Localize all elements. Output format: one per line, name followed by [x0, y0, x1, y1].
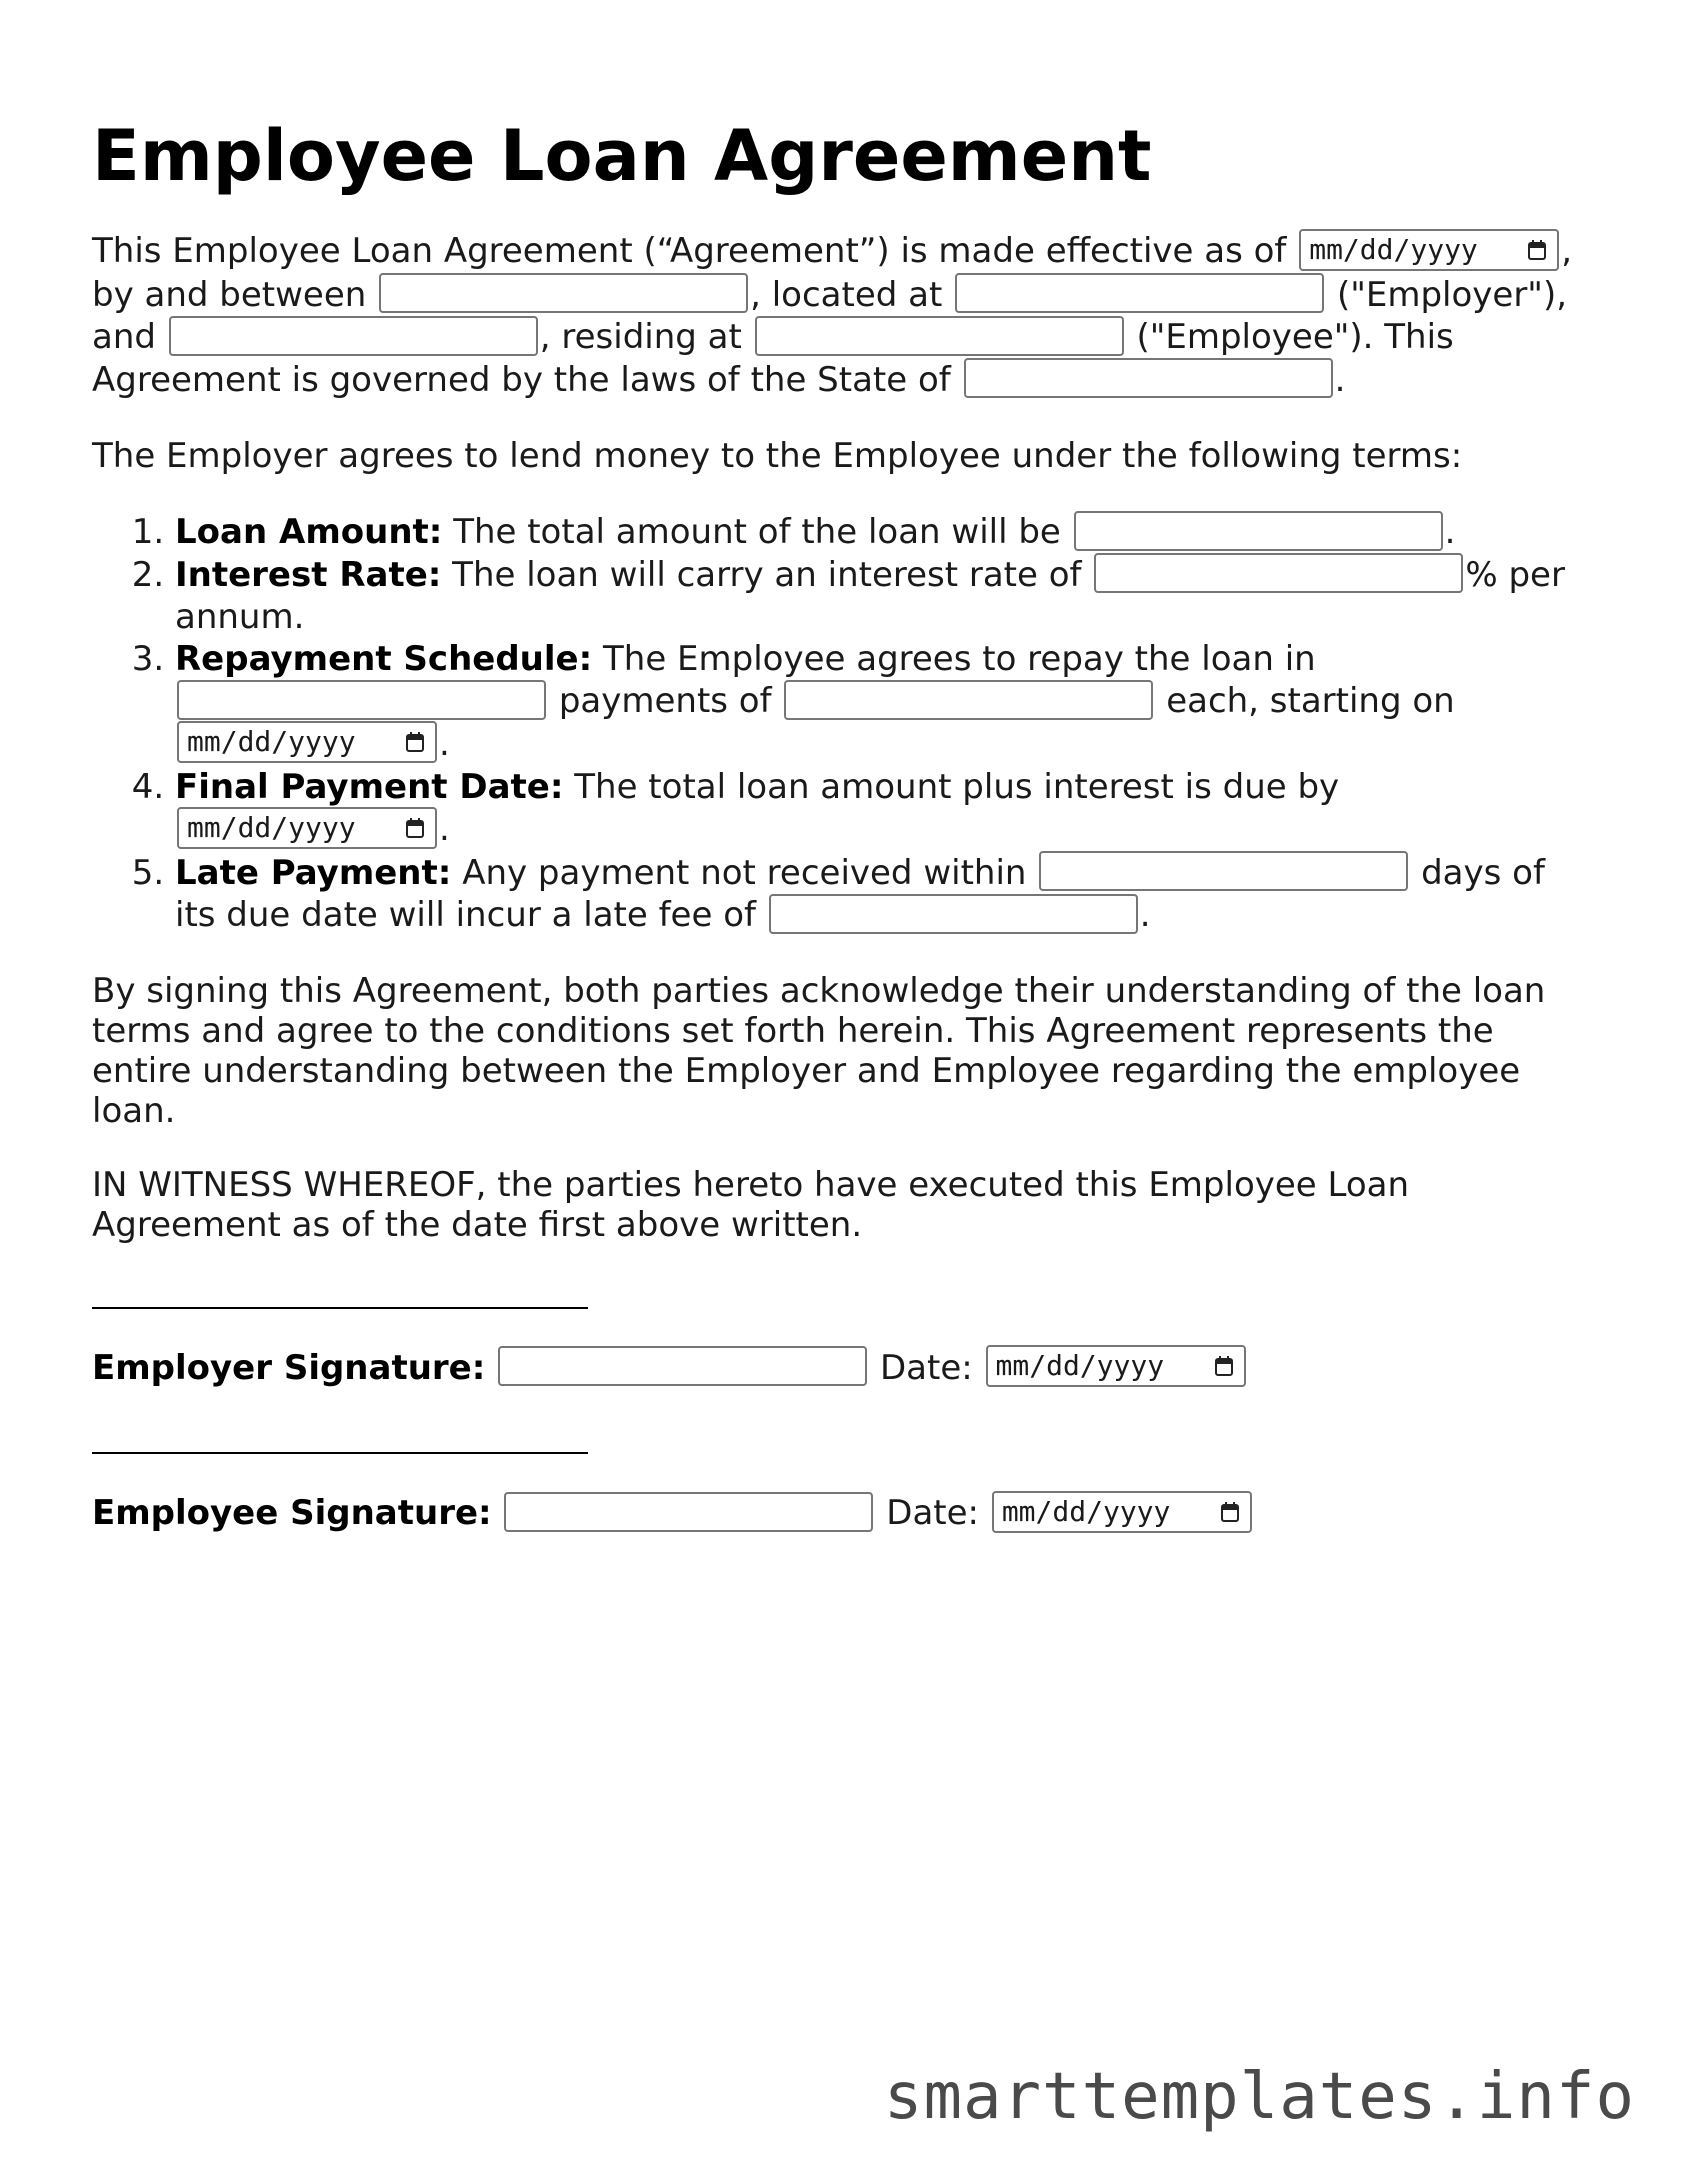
term-text: . — [1444, 512, 1456, 552]
term-text: . — [1139, 895, 1151, 935]
term-text: . — [439, 809, 450, 849]
intro-text: , located at — [750, 274, 943, 315]
employee-name-field[interactable] — [169, 316, 538, 356]
term-text: . — [439, 723, 450, 764]
terms-list — [92, 511, 1592, 937]
watermark: smarttemplates.info — [883, 2060, 1635, 2134]
employer-name-field[interactable] — [379, 273, 748, 313]
calendar-icon — [1214, 1355, 1234, 1377]
intro-paragraph — [92, 230, 1592, 401]
page-title: Employee Loan Agreement — [92, 115, 1152, 197]
employee-signature-row — [92, 1492, 1592, 1536]
lead-in-paragraph: The Employer agrees to lend money to the Employee under the following terms: — [92, 436, 1463, 476]
effective-date-input[interactable] — [1299, 229, 1559, 271]
employer-signature-field[interactable] — [498, 1346, 867, 1386]
employer-signature-row — [92, 1347, 1592, 1391]
payment-amount-field[interactable] — [784, 680, 1153, 720]
employee-address-field[interactable] — [755, 316, 1124, 356]
term-text: The Employee agrees to repay the loan in — [603, 639, 1316, 679]
interest-rate-field[interactable] — [1094, 553, 1463, 593]
term-late-payment — [175, 852, 1592, 937]
date-placeholder: mm/dd/yyyy — [1309, 232, 1478, 266]
employee-signature-field[interactable] — [504, 1492, 873, 1532]
term-text: each, starting on — [1166, 681, 1455, 721]
employee-signature-date-input[interactable] — [992, 1491, 1252, 1533]
witness-paragraph: IN WITNESS WHEREOF, the parties hereto have executed this Employee Loan Agreement as of the date first above written. — [92, 1164, 1410, 1245]
payment-count-field[interactable] — [177, 680, 546, 720]
term-text: The loan will carry an interest rate of — [452, 554, 1082, 595]
employer-signature-label: Employer Signature: — [92, 1347, 486, 1388]
date-placeholder: mm/dd/yyyy — [187, 725, 356, 758]
intro-text: , by and between — [92, 231, 1573, 315]
intro-text: ("Employer"), and — [92, 274, 1568, 357]
term-final-payment-date — [175, 766, 1592, 852]
employee-signature-label: Employee Signature: — [92, 1493, 492, 1533]
term-text: Any payment not received within — [462, 852, 1027, 893]
date-label: Date: — [879, 1347, 973, 1388]
calendar-icon — [405, 731, 425, 753]
date-label: Date: — [886, 1493, 979, 1533]
acknowledgement-paragraph: By signing this Agreement, both parties acknowledge their understanding of the loan terms and agree to the conditions set forth herein. This Agreement represents the entire understanding between the Employer and Employee regarding the employee loan. — [92, 970, 1546, 1131]
governing-state-field[interactable] — [964, 358, 1333, 398]
intro-text: This Employee Loan Agreement (“Agreement”) is made effective as of — [92, 231, 1287, 271]
late-days-field[interactable] — [1039, 851, 1408, 891]
calendar-icon — [1220, 1501, 1240, 1523]
term-text: % per annum. — [175, 554, 1565, 637]
term-label: Loan Amount: — [175, 512, 443, 552]
term-text: The total loan amount plus interest is due by — [574, 767, 1340, 807]
term-label: Interest Rate: — [175, 554, 442, 595]
employer-signature-date-input[interactable] — [986, 1345, 1246, 1387]
term-label: Repayment Schedule: — [175, 639, 593, 679]
intro-text: . — [1334, 359, 1346, 400]
loan-amount-field[interactable] — [1074, 511, 1443, 551]
term-loan-amount — [175, 511, 1592, 554]
term-label: Final Payment Date: — [175, 767, 564, 807]
document-page — [92, 112, 1592, 1536]
intro-text: ("Employee"). This Agreement is governed by the laws of the State of — [92, 317, 1454, 400]
term-interest-rate — [175, 554, 1592, 639]
intro-text: , residing at — [539, 317, 742, 357]
late-fee-field[interactable] — [769, 894, 1138, 934]
calendar-icon — [405, 817, 425, 839]
date-placeholder: mm/dd/yyyy — [187, 810, 356, 844]
repayment-start-date-input[interactable] — [177, 721, 437, 763]
employee-signature-line — [92, 1452, 588, 1454]
term-text: days of its due date will incur a late fee of — [175, 852, 1545, 935]
term-label: Late Payment: — [175, 852, 452, 893]
term-text: payments of — [558, 681, 772, 721]
date-placeholder: mm/dd/yyyy — [995, 1349, 1165, 1382]
final-payment-date-input[interactable] — [177, 807, 437, 849]
date-placeholder: mm/dd/yyyy — [1001, 1494, 1171, 1528]
employer-address-field[interactable] — [955, 273, 1324, 313]
employer-signature-line — [92, 1307, 588, 1309]
term-text: The total amount of the loan will be — [453, 512, 1061, 552]
term-repayment-schedule — [175, 638, 1592, 766]
calendar-icon — [1527, 239, 1547, 261]
